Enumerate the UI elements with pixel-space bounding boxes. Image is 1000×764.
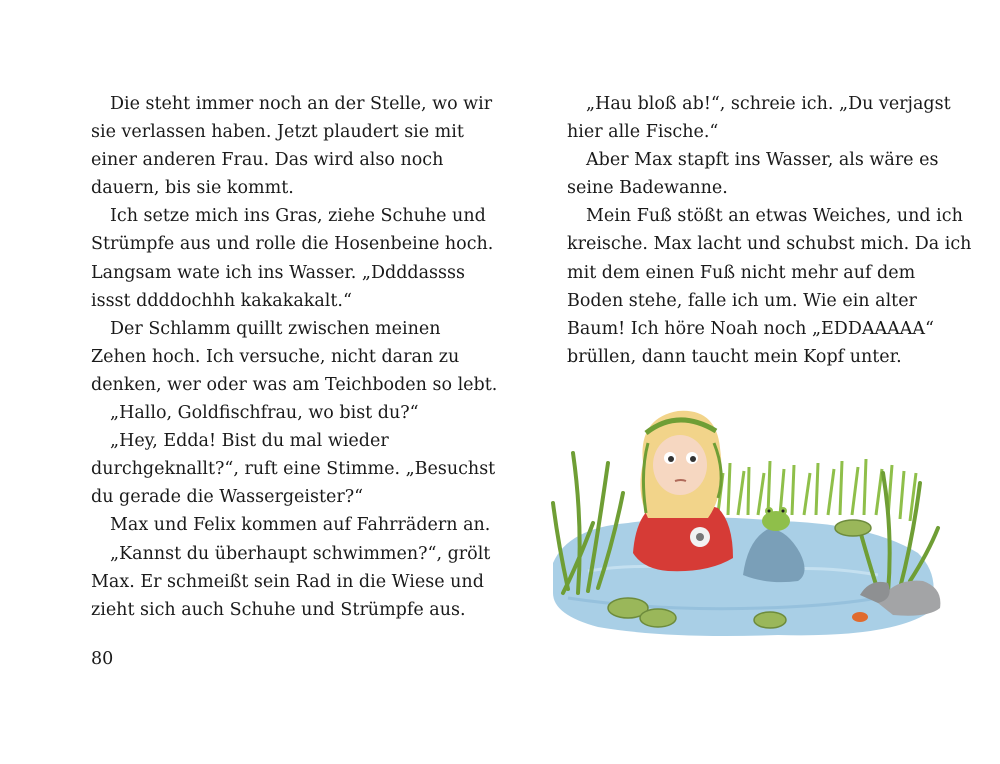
pond-water	[553, 517, 934, 636]
text-line: Mein Fuß stößt an etwas Weiches, und ich	[586, 206, 963, 227]
text-line: Die steht immer noch an der Stelle, wo wir	[110, 94, 493, 114]
text-line: Max. Er schmeißt sein Rad in die Wiese und	[91, 571, 484, 592]
text-line: kreische. Max lacht und schubst mich. Da ich	[567, 234, 972, 255]
text-line: Boden stehe, falle ich um. Wie ein alter	[567, 290, 917, 311]
text-line: „Hau bloß ab!“, schreie ich. „Du verjagst	[586, 94, 951, 114]
text-line: sie verlassen haben. Jetzt plaudert sie mit	[91, 122, 464, 143]
text-line: einer anderen Frau. Das wird also noch	[91, 150, 444, 171]
text-line: Aber Max stapft ins Wasser, als wäre es	[586, 150, 939, 171]
text-line: issst ddddochhh kakakakalt.“	[91, 290, 352, 311]
text-line: Ich setze mich ins Gras, ziehe Schuhe und	[110, 206, 486, 227]
text-line: „Hallo, Goldfischfrau, wo bist du?“	[110, 403, 419, 424]
page-number: 80	[91, 649, 114, 669]
text-line: denken, wer oder was am Teichboden so lebt.	[91, 374, 498, 395]
text-line: Max und Felix kommen auf Fahrrädern an.	[110, 515, 491, 536]
text-line: durchgeknallt?“, ruft eine Stimme. „Besuchst	[91, 459, 496, 480]
text-line: hier alle Fische.“	[567, 122, 719, 143]
girl-figure	[633, 411, 733, 571]
text-line: mit dem einen Fuß nicht mehr auf dem	[567, 262, 916, 283]
text-column-right	[567, 90, 972, 371]
text-line: zieht sich auch Schuhe und Strümpfe aus.	[91, 599, 466, 620]
text-line: Zehen hoch. Ich versuche, nicht daran zu	[91, 346, 460, 367]
text-line: „Kannst du überhaupt schwimmen?“, grölt	[110, 543, 491, 564]
text-line: Langsam wate ich ins Wasser. „Ddddassss	[91, 262, 465, 283]
text-line: du gerade die Wassergeister?“	[91, 487, 364, 508]
text-column-left	[91, 90, 498, 624]
text-line: dauern, bis sie kommt.	[91, 178, 294, 199]
text-line: Strümpfe aus und rolle die Hosenbeine hoch.	[91, 234, 494, 255]
text-line: seine Badewanne.	[567, 178, 728, 199]
pond-illustration	[548, 403, 948, 643]
small-fish	[852, 612, 868, 622]
frog	[762, 507, 790, 531]
text-line: brüllen, dann taucht mein Kopf unter.	[567, 346, 902, 367]
text-line: „Hey, Edda! Bist du mal wieder	[110, 431, 389, 452]
text-line: Der Schlamm quillt zwischen meinen	[110, 318, 441, 339]
text-line: Baum! Ich höre Noah noch „EDDAAAAA“	[567, 318, 934, 339]
